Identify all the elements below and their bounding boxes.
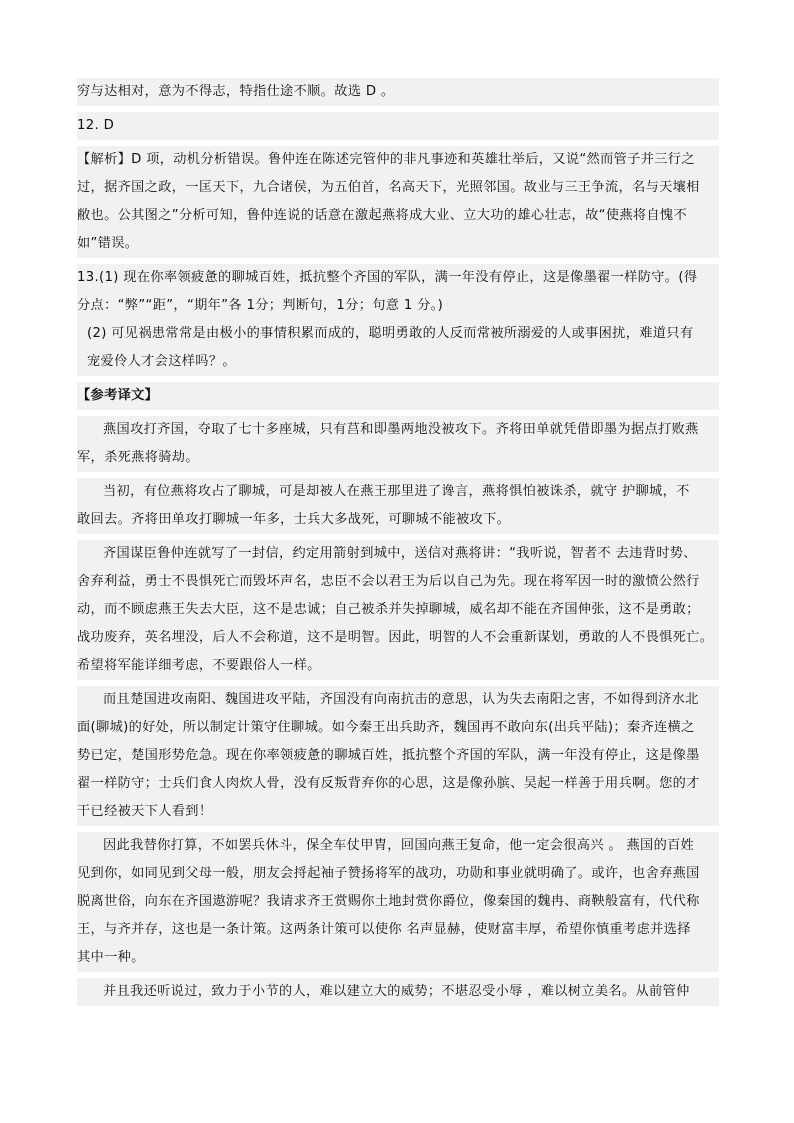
text-line: 13.(1) 现在你率领疲惫的聊城百姓，抵抗整个齐国的军队，满一年没有停止，这是像墨翟一样防守。(得	[77, 264, 719, 292]
text-line: 12. D	[77, 112, 719, 140]
text-line: 翟一样防守；士兵们食人肉炊人骨，没有反叛背弃你的心思，这是像孙膑、吴起一样善于用兵啊。您的才	[77, 770, 719, 798]
text-line: 面(聊城)的好处，所以制定计策守住聊城。如今秦王出兵助齐，魏国再不敢向东(出兵平陆)；秦齐连横之	[77, 714, 719, 742]
text-line: 而且楚国进攻南阳、魏国进攻平陆，齐国没有向南抗击的意思，认为失去南阳之害，不如得到济水北	[77, 686, 719, 714]
text-line: 宠爱伶人才会这样吗？。	[77, 348, 719, 376]
text-line: 分点：“弊”“距”，“期年”各 1分；判断句，1分；句意 1 分。)	[77, 292, 719, 320]
text-line: 【解析】D 项，动机分析错误。鲁仲连在陈述完管仲的非凡事迹和英雄壮举后，又说“然而管子并三行之	[77, 146, 719, 174]
text-line: 脱离世俗，向东在齐国遨游呢？我请求齐王赏赐你土地封赏你爵位，像秦国的魏冉、商鞅般富有，代代称	[77, 888, 719, 916]
text-line: 敝也。公其图之”分析可知，鲁仲连说的话意在激起燕将成大业、立大功的雄心壮志，故“使燕将自愧不	[77, 202, 719, 230]
text-line: 战功废弃，英名埋没，后人不会称道，这不是明智。因此，明智的人不会重新谋划，勇敢的人不畏惧死亡。	[77, 624, 719, 652]
text-line: 其中一种。	[77, 944, 719, 972]
text-line: 希望将军能详细考虑，不要跟俗人一样。	[77, 652, 719, 680]
document-body	[77, 78, 719, 1006]
text-line: 干已经被天下人看到！	[77, 798, 719, 826]
text-line: 势已定，楚国形势危急。现在你率领疲惫的聊城百姓，抵抗整个齐国的军队，满一年没有停止，这是像墨	[77, 742, 719, 770]
text-line: 敢回去。齐将田单攻打聊城一年多，士兵大多战死，可聊城不能被攻下。	[77, 506, 719, 534]
text-line: (2) 可见祸患常常是由极小的事情积累而成的，聪明勇敢的人反而常被所溺爱的人或事困扰，难道只有	[77, 320, 719, 348]
text-line: 齐国谋臣鲁仲连就写了一封信，约定用箭射到城中，送信对燕将讲：“我听说，智者不 去违背时势、	[77, 540, 719, 568]
text-line: 穷与达相对，意为不得志，特指仕途不顺。故选 D 。	[77, 78, 719, 106]
text-line: 当初，有位燕将攻占了聊城，可是却被人在燕王那里进了谗言，燕将惧怕被诛杀，就守 护聊城，不	[77, 478, 719, 506]
text-line: 军，杀死燕将骑劫。	[77, 444, 719, 472]
text-line: 【参考译文】	[77, 382, 719, 410]
text-line: 过，据齐国之政，一匡天下，九合诸侯，为五伯首，名高天下，光照邻国。故业与三王争流，名与天壤相	[77, 174, 719, 202]
text-line: 王，与齐并存，这也是一条计策。这两条计策可以使你 名声显赫，使财富丰厚，希望你慎重考虑并选择	[77, 916, 719, 944]
text-line: 如”错误。	[77, 230, 719, 258]
text-line: 见到你，如同见到父母一般，朋友会捋起袖子赞扬将军的战功，功勋和事业就明确了。或许，也舍弃燕国	[77, 860, 719, 888]
text-line: 动，而不顾虑燕王失去大臣，这不是忠诚；自己被杀并失掉聊城，威名却不能在齐国伸张，这不是勇敢；	[77, 596, 719, 624]
text-line: 并且我还听说过，致力于小节的人，难以建立大的威势；不堪忍受小辱 ，难以树立美名。从前管仲	[77, 978, 719, 1006]
text-line: 因此我替你打算，不如罢兵休斗，保全车仗甲胄，回国向燕王复命，他一定会很高兴 。 燕国的百姓	[77, 832, 719, 860]
text-line: 燕国攻打齐国，夺取了七十多座城，只有莒和即墨两地没被攻下。齐将田单就凭借即墨为据点打败燕	[77, 416, 719, 444]
text-line: 舍弃利益，勇士不畏惧死亡而毁坏声名，忠臣不会以君王为后以自己为先。现在将军因一时的激愤公然行	[77, 568, 719, 596]
